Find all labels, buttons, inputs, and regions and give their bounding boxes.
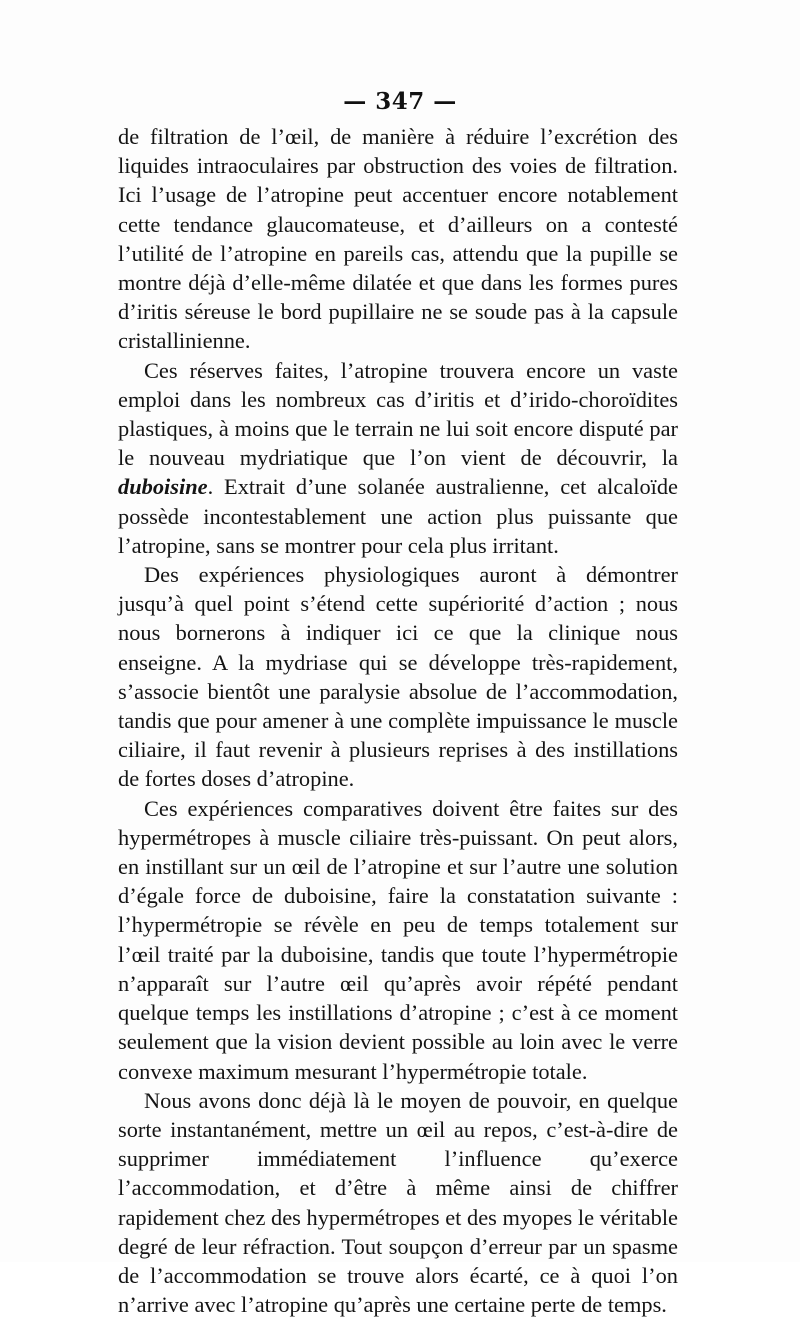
paragraph-2-emphasis: duboisine: [118, 474, 208, 500]
paragraph-4: Ces expériences comparatives doivent être faites sur des hypermétropes à muscle ciliaire très-puissant. On peut alors, en instillant sur un œil de l’atropine et sur l’autre une solution d’égale force de duboisine, faire la constatation suivante : l’hypermétropie se révèle en peu de temps totalement sur l’œil traité par la duboisine, tandis que toute l’hypermétropie n’apparaît sur l’autre œil qu’après avoir répété pendant quelque temps les instillations d’atropine ; c’est à ce moment seulement que la vision devient possible au loin avec le verre convexe maximum mesurant l’hypermétropie totale.: [118, 795, 678, 1084]
paragraph-2-text-before: Ces réserves faites, l’atropine trouvera encore un vaste emploi dans les nombreux cas d’iritis et d’irido-choroïdites plastiques, à moins que le terrain ne lui soit encore disputé par le nouveau mydriatique que l’on vient de découvrir, la: [118, 357, 678, 471]
paragraph-2: [118, 356, 678, 560]
page-number: — 347 —: [343, 88, 457, 115]
paragraph-3: Des expériences physiologiques auront à démontrer jusqu’à quel point s’étend cette supériorité d’action ; nous nous bornerons à indiquer ici ce que la clinique nous enseigne. A la mydriase qui se développe très-rapidement, s’associe bientôt une paralysie absolue de l’accommodation, tandis que pour amener à une complète impuissance le muscle ciliaire, il faut revenir à plusieurs reprises à des instillations de fortes doses d’atropine.: [118, 562, 678, 792]
paragraph-2-text-after: . Extrait d’une solanée australienne, cet alcaloïde possède incontestablement une action plus puissante que l’atropine, sans se montrer pour cela plus irritant.: [118, 474, 678, 558]
body-text: [118, 122, 678, 1319]
paragraph-5: Nous avons donc déjà là le moyen de pouvoir, en quelque sorte instantanément, mettre un œil au repos, c’est-à-dire de supprimer immédiatement l’influence qu’exerce l’accommodation, et d’être à même ainsi de chiffrer rapidement chez des hypermétropes et des myopes le véritable degré de leur réfraction. Tout soupçon d’erreur par un spasme de l’accommodation se trouve alors écarté, ce à quoi l’on n’arrive avec l’atropine qu’après une certaine perte de temps.: [118, 1087, 678, 1318]
paragraph-1: de filtration de l’œil, de manière à réduire l’excrétion des liquides intraoculaires par obstruction des voies de filtration. Ici l’usage de l’atropine peut accentuer encore notablement cette tendance glaucomateuse, et d’ailleurs on a contesté l’utilité de l’atropine en pareils cas, attendu que la pupille se montre déjà d’elle-même dilatée et que dans les formes pures d’iritis séreuse le bord pupillaire ne se soude pas à la capsule cristallinienne.: [118, 124, 678, 354]
